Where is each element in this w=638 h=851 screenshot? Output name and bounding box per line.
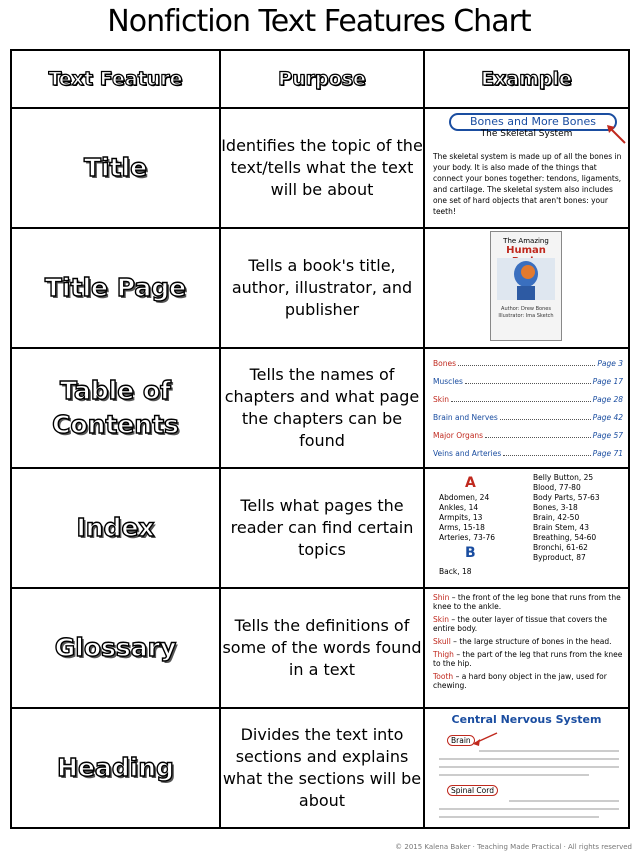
purpose-cell: Identifies the topic of the text/tells what the text will be about — [220, 108, 424, 228]
feature-cell: Heading — [11, 708, 220, 828]
index-letter-b: B — [465, 545, 476, 561]
toc-entry-page: Page 57 — [592, 431, 623, 440]
toc-entry-page: Page 42 — [592, 413, 623, 422]
glossary-entry — [433, 650, 628, 668]
index-letter-a: A — [465, 475, 476, 491]
example-cell — [424, 588, 629, 708]
feature-cell: Table of Contents — [11, 348, 220, 468]
toc-leader-dots — [451, 391, 591, 402]
purpose-cell: Tells a book's title, author, illustrator, and publisher — [220, 228, 424, 348]
toc-entry-page: Page 17 — [592, 377, 623, 386]
index-entry: Belly Button, 25 — [533, 473, 594, 482]
feature-cell: Title Page — [11, 228, 220, 348]
glossary-definition: – the outer layer of tissue that covers the entire body. — [433, 615, 607, 633]
toc-entry — [433, 445, 623, 463]
title-pill: Bones and More Bones — [449, 113, 617, 131]
index-entry: Body Parts, 57-63 — [533, 493, 600, 502]
heading-example — [425, 709, 628, 827]
header-purpose: Purpose — [220, 50, 424, 108]
example-cell — [424, 108, 629, 228]
feature-cell: Title — [11, 108, 220, 228]
glossary-term: Thigh — [433, 650, 454, 659]
feature-cell: Glossary — [11, 588, 220, 708]
book-main-title: Human — [506, 245, 546, 256]
glossary-definition: – the front of the leg bone that runs from the knee to the ankle. — [433, 593, 621, 611]
example-cell — [424, 348, 629, 468]
example-cell — [424, 228, 629, 348]
feature-cell: Index — [11, 468, 220, 588]
title-body-text: The skeletal system is made up of all the bones in your body. It is also made of the things that connect your bones together: tendons, ligaments, and cartilage. The skeletal system also includes one set of hard objects that aren't bones: your teeth! — [433, 152, 622, 216]
glossary-term: Shin — [433, 593, 450, 602]
table-row — [11, 108, 629, 228]
purpose-cell: Divides the text into sections and explains what the sections will be about — [220, 708, 424, 828]
glossary-term: Skin — [433, 615, 449, 624]
glossary-entry — [433, 593, 628, 611]
text-features-table — [10, 49, 630, 829]
toc-entry — [433, 355, 623, 373]
toc-entry-name: Skin — [433, 395, 449, 404]
toc-entry-name: Major Organs — [433, 431, 484, 440]
glossary-definition: – a hard bony object in the jaw, used for chewing. — [433, 672, 607, 690]
index-entry: Bronchi, 61-62 — [533, 543, 588, 552]
glossary-term: Skull — [433, 637, 451, 646]
toc-example — [433, 355, 623, 463]
toc-entry — [433, 373, 623, 391]
glossary-definition: – the part of the leg that runs from the knee to the hip. — [433, 650, 623, 668]
index-col-a — [439, 493, 495, 543]
copyright-footer: © 2015 Kalena Baker · Teaching Made Practical · All rights reserved — [395, 843, 632, 851]
index-entry: Brain, 42-50 — [533, 513, 580, 522]
toc-entry — [433, 427, 623, 445]
table-row — [11, 348, 629, 468]
title-subtitle: The Skeletal System — [480, 129, 573, 139]
index-entry: Arteries, 73-76 — [439, 533, 496, 542]
example-cell — [424, 708, 629, 828]
toc-leader-dots — [500, 409, 591, 420]
header-row — [11, 50, 629, 108]
toc-leader-dots — [503, 445, 590, 456]
index-entry: Ankles, 14 — [439, 503, 479, 512]
book-top-text: The Amazing — [503, 237, 549, 245]
toc-entry-name: Veins and Arteries — [433, 449, 502, 458]
page-title: Nonfiction Text Features Chart — [107, 4, 531, 39]
glossary-entry — [433, 637, 628, 646]
toc-entry-name: Brain and Nerves — [433, 413, 498, 422]
toc-leader-dots — [458, 355, 595, 366]
index-entry: Blood, 77-80 — [533, 483, 581, 492]
human-body-image — [497, 258, 555, 300]
title-page-example — [425, 229, 628, 347]
glossary-entry — [433, 672, 628, 690]
table-row — [11, 588, 629, 708]
index-col-right — [533, 473, 600, 563]
purpose-cell: Tells what pages the reader can find certain topics — [220, 468, 424, 588]
heading-box-brain: Brain — [447, 735, 475, 746]
header-feature: Text Feature — [11, 50, 220, 108]
index-entry: Brain Stem, 43 — [533, 523, 589, 532]
book-author: Author: Drew Bones Illustrator: Ima Sketch — [498, 306, 554, 319]
purpose-cell: Tells the definitions of some of the words found in a text — [220, 588, 424, 708]
index-entry: Abdomen, 24 — [439, 493, 490, 502]
glossary-entry — [433, 615, 628, 633]
toc-entry-page: Page 28 — [592, 395, 623, 404]
glossary-example — [433, 593, 628, 694]
toc-entry-page: Page 71 — [592, 449, 623, 458]
arrow-icon — [471, 729, 501, 749]
purpose-cell: Tells the names of chapters and what page the chapters can be found — [220, 348, 424, 468]
index-col-b — [439, 567, 472, 577]
index-entry: Back, 18 — [439, 567, 472, 576]
toc-entry-name: Muscles — [433, 377, 463, 386]
glossary-definition: – the large structure of bones in the head. — [450, 637, 612, 646]
header-example: Example — [424, 50, 629, 108]
index-entry: Bones, 3-18 — [533, 503, 578, 512]
toc-leader-dots — [485, 427, 590, 438]
toc-entry — [433, 391, 623, 409]
index-entry: Arms, 15-18 — [439, 523, 485, 532]
toc-entry — [433, 409, 623, 427]
title-example — [425, 109, 628, 227]
book-cover — [490, 231, 562, 341]
index-entry: Breathing, 54-60 — [533, 533, 597, 542]
heading-body-2 — [439, 799, 625, 828]
index-entry: Armpits, 13 — [439, 513, 483, 522]
heading-title: Central Nervous System — [451, 713, 602, 726]
table-row — [11, 468, 629, 588]
table-row — [11, 228, 629, 348]
heading-box-spinal-cord: Spinal Cord — [447, 785, 498, 796]
glossary-term: Tooth — [433, 672, 454, 681]
table-row — [11, 708, 629, 828]
example-cell — [424, 468, 629, 588]
index-example — [425, 469, 628, 587]
toc-entry-page: Page 3 — [597, 359, 623, 368]
toc-leader-dots — [465, 373, 591, 384]
index-entry: Byproduct, 87 — [533, 553, 586, 562]
heading-body-1 — [439, 749, 625, 784]
toc-entry-name: Bones — [433, 359, 457, 368]
